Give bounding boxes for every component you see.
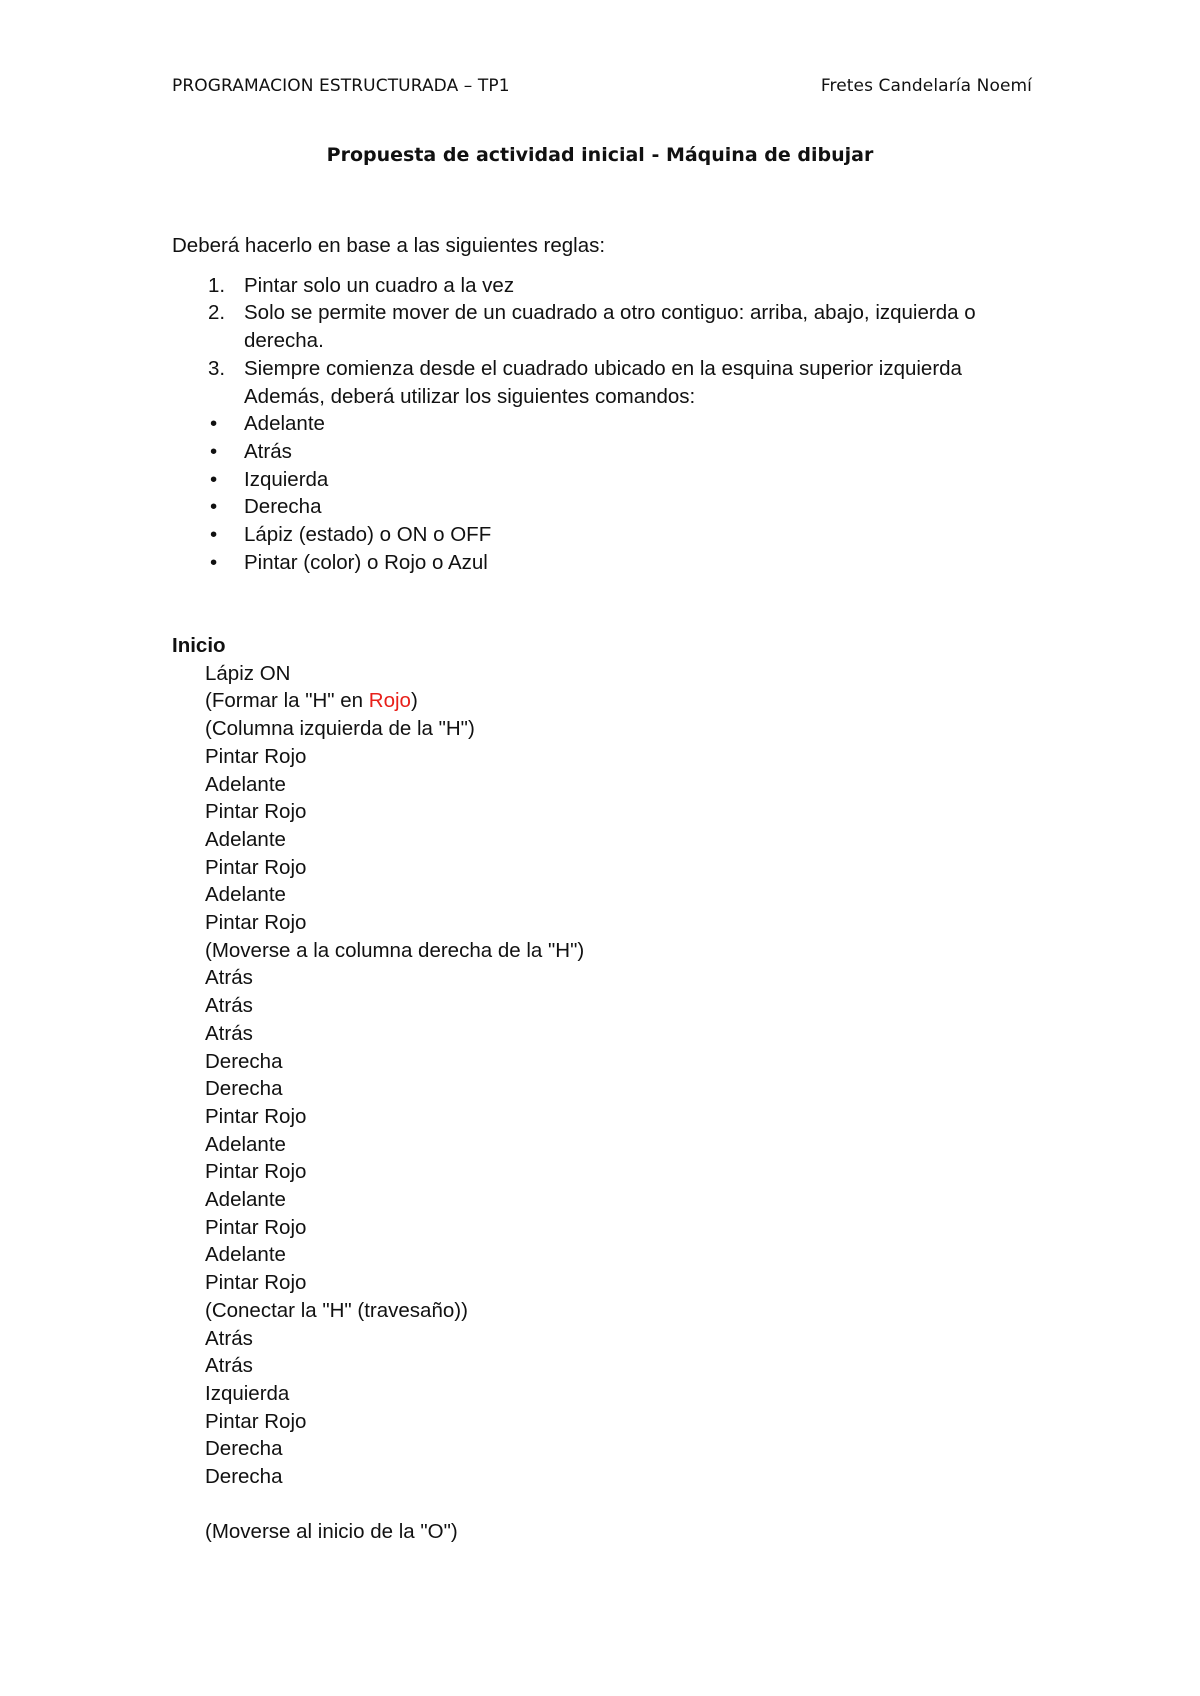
program-step: Atrás xyxy=(205,1021,253,1045)
command-text: Lápiz (estado) o ON o OFF xyxy=(244,523,492,547)
program-step: Adelante xyxy=(205,1132,286,1156)
document-title: Propuesta de actividad inicial - Máquina de dibujar xyxy=(326,144,874,166)
program-step: Lápiz ON xyxy=(205,661,291,685)
program-step: Pintar Rojo xyxy=(205,855,307,879)
program-title: Inicio xyxy=(172,634,226,657)
blank-line xyxy=(172,1491,1052,1519)
program-step: (Conectar la "H" (travesaño)) xyxy=(205,1298,468,1322)
program-step: (Moverse al inicio de la "O") xyxy=(205,1520,458,1544)
bullet-icon: • xyxy=(210,412,218,436)
command-text: Adelante xyxy=(244,412,325,436)
formar-suffix: ) xyxy=(410,689,418,713)
program-step: Pintar Rojo xyxy=(205,800,307,824)
program-step: Adelante xyxy=(205,1243,286,1267)
bullet-icon: • xyxy=(210,550,218,574)
program-step: Pintar Rojo xyxy=(205,1160,307,1184)
program-section xyxy=(172,632,1052,1546)
rule-number: 2. xyxy=(208,301,226,325)
program-step: Izquierda xyxy=(205,1381,290,1405)
command-item xyxy=(172,410,1052,438)
program-step: Pintar Rojo xyxy=(205,744,307,768)
author-name: Fretes Candelaría Noemí xyxy=(820,76,1032,96)
rule-text: Solo se permite mover de un cuadrado a otro contiguo: arriba, abajo, izquierda o derecha. xyxy=(244,301,976,353)
program-step: Derecha xyxy=(205,1437,283,1461)
program-step: Pintar Rojo xyxy=(205,1409,307,1433)
program-step: Derecha xyxy=(205,1049,283,1073)
program-step: Adelante xyxy=(205,883,286,907)
bullet-icon: • xyxy=(210,523,218,547)
command-item xyxy=(172,466,1052,494)
bullet-icon: • xyxy=(210,495,218,519)
command-item xyxy=(172,438,1052,466)
rule-item xyxy=(172,355,1052,383)
program-step: Adelante xyxy=(205,827,286,851)
commands-list xyxy=(172,410,1052,576)
command-text: Izquierda xyxy=(244,467,329,491)
formar-prefix: (Formar la "H" en xyxy=(205,689,369,713)
program-step: Pintar Rojo xyxy=(205,911,307,935)
program-step: Atrás xyxy=(205,1326,253,1350)
bullet-icon: • xyxy=(210,439,218,463)
rule-number: 1. xyxy=(208,273,226,297)
command-item xyxy=(172,493,1052,521)
program-step: Adelante xyxy=(205,772,286,796)
command-text: Atrás xyxy=(244,439,292,463)
program-step: (Columna izquierda de la "H") xyxy=(205,717,475,741)
program-steps xyxy=(172,715,1052,1491)
page-header xyxy=(172,76,1032,96)
rule-item xyxy=(172,272,1052,300)
rule-text: Pintar solo un cuadro a la vez xyxy=(244,273,515,297)
command-text: Pintar (color) o Rojo o Azul xyxy=(244,550,488,574)
program-step: Derecha xyxy=(205,1077,283,1101)
program-step: Pintar Rojo xyxy=(205,1104,307,1128)
program-step-formar xyxy=(172,687,1052,715)
rules-intro: Deberá hacerlo en base a las siguientes reglas: xyxy=(172,234,606,257)
rule-number: 3. xyxy=(208,356,226,380)
command-text: Derecha xyxy=(244,495,322,519)
program-step: Adelante xyxy=(205,1188,286,1212)
program-step: (Moverse a la columna derecha de la "H") xyxy=(205,938,585,962)
program-step: Atrás xyxy=(205,1354,253,1378)
rule-text: Siempre comienza desde el cuadrado ubicado en la esquina superior izquierda xyxy=(244,356,962,380)
program-step: Atrás xyxy=(205,994,253,1018)
bullet-icon: • xyxy=(210,467,218,491)
rules-list xyxy=(172,272,1052,383)
commands-intro: Además, deberá utilizar los siguientes comandos: xyxy=(244,384,696,408)
formar-color: Rojo xyxy=(368,689,411,713)
program-step: Derecha xyxy=(205,1465,283,1489)
rules-section xyxy=(172,232,1052,576)
course-title: PROGRAMACION ESTRUCTURADA – TP1 xyxy=(172,76,510,96)
command-item xyxy=(172,549,1052,577)
program-step: Atrás xyxy=(205,966,253,990)
program-step: Pintar Rojo xyxy=(205,1215,307,1239)
command-item xyxy=(172,521,1052,549)
rule-item xyxy=(172,299,1052,354)
program-step: Pintar Rojo xyxy=(205,1271,307,1295)
